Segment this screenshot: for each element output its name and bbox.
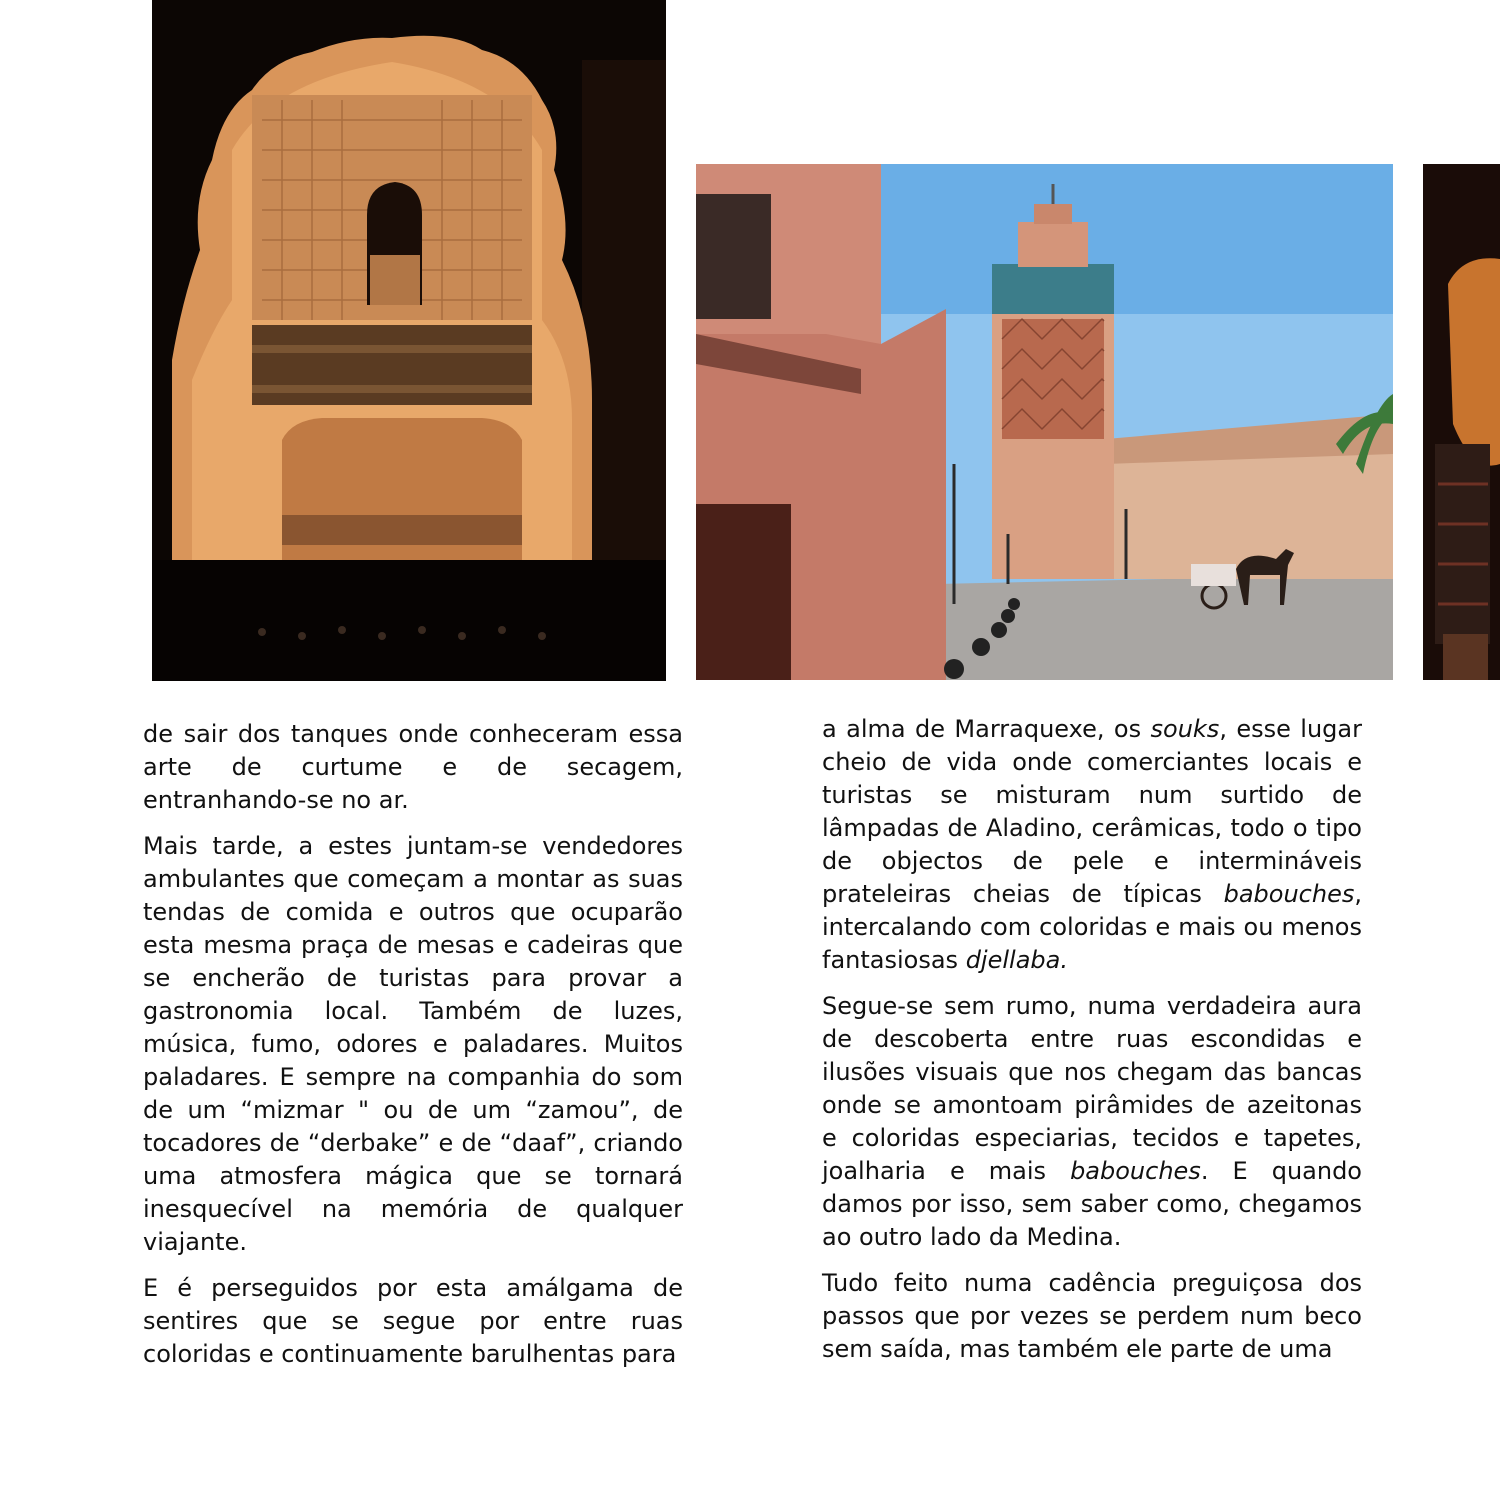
- arch-window-photo: [152, 0, 666, 681]
- edge-photo: [1423, 164, 1500, 680]
- paragraph: E é perseguidos por esta amálgama de sentires que se segue por entre ruas coloridas e continuamente barulhentas para: [143, 1274, 683, 1368]
- paragraph: a alma de Marraquexe, os souks, esse lugar cheio de vida onde comerciantes locais e turistas se misturam num surtido de lâmpadas de Aladino, cerâmicas, todo o tipo de objectos de pele e intermináveis prateleiras cheias de típicas babouches, intercalando com coloridas e mais ou menos fantasiosas djellaba.: [822, 715, 1362, 974]
- italic-term: babouches: [1223, 880, 1355, 908]
- italic-term: babouches: [1070, 1157, 1201, 1185]
- paragraph: de sair dos tanques onde conheceram essa arte de curtume e de secagem, entranhando-se no ar.: [143, 720, 683, 814]
- italic-term: souks: [1150, 715, 1220, 743]
- left-text-column: [143, 718, 683, 1384]
- minaret-square-photo: [696, 164, 1393, 680]
- paragraph: Segue-se sem rumo, numa verdadeira aura de descoberta entre ruas escondidas e ilusões visuais que nos chegam das bancas onde se amontoam pirâmides de azeitonas e coloridas especiarias, tecidos e tapetes, joalharia e mais babouches. E quando damos por isso, sem saber como, chegamos ao outro lado da Medina.: [822, 992, 1362, 1251]
- paragraph: Mais tarde, a estes juntam-se vendedores ambulantes que começam a montar as suas tendas de comida e outros que ocuparão esta mesma praça de mesas e cadeiras que se encherão de turistas para provar a gastronomia local. Também de luzes, música, fumo, odores e paladares. Muitos paladares. E sempre na companhia do som de um “mizmar " ou de um “zamou”, de tocadores de “derbake” e de “daaf”, criando uma atmosfera mágica que se tornará inesquecível na memória de qualquer viajante.: [143, 832, 683, 1256]
- paragraph: Tudo feito numa cadência preguiçosa dos passos que por vezes se perdem num beco sem saída, mas também ele parte de uma: [822, 1269, 1362, 1363]
- right-text-column: [822, 713, 1362, 1379]
- italic-term: djellaba.: [965, 946, 1068, 974]
